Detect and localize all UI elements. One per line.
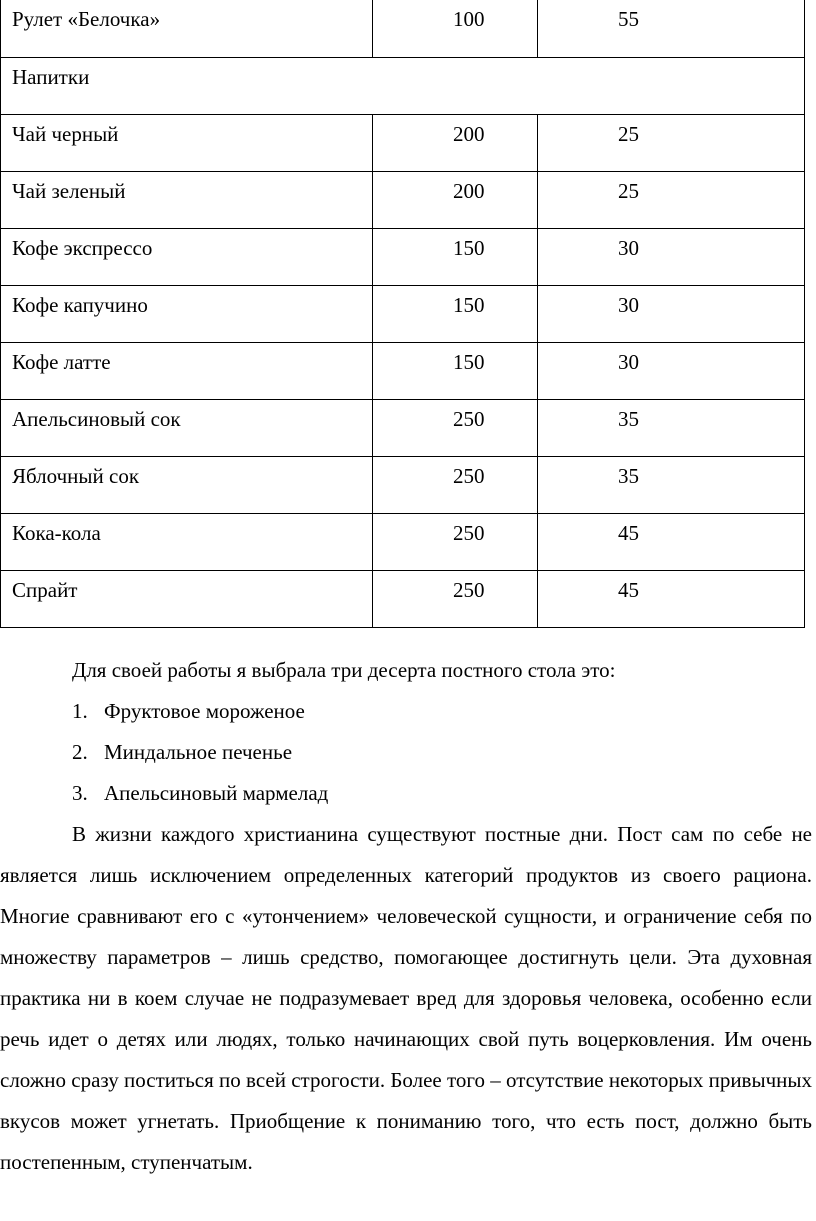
- item-price: 30: [538, 285, 805, 342]
- item-name: Яблочный сок: [1, 456, 373, 513]
- list-text: Фруктовое мороженое: [104, 699, 305, 723]
- list-text: Миндальное печенье: [104, 740, 293, 764]
- item-name: Рулет «Белочка»: [1, 0, 373, 57]
- item-name: Спрайт: [1, 570, 373, 627]
- table-row: [1, 570, 805, 627]
- item-name: Чай черный: [1, 114, 373, 171]
- item-weight: 150: [373, 228, 538, 285]
- item-weight: 200: [373, 171, 538, 228]
- item-weight: 250: [373, 570, 538, 627]
- item-name: Чай зеленый: [1, 171, 373, 228]
- table-row: [1, 513, 805, 570]
- table-row: [1, 456, 805, 513]
- dessert-list: [0, 691, 812, 814]
- paragraph: В жизни каждого христианина существуют постные дни. Пост сам по себе не является лишь исключением определенных категорий продуктов из своего рациона. Многие сравнивают его с «утончением» человеческой сущности, и ограничение себя по множеству параметров – лишь средство, помогающее достигнуть цели. Эта духовная практика ни в коем случае не подразумевает вред для здоровья человека, особенно если речь идет о детях или людях, только начинающих свой путь воцерковления. Им очень сложно сразу поститься по всей строгости. Более того – отсутствие некоторых привычных вкусов может угнетать. Приобщение к пониманию того, что есть пост, должно быть постепенным, ступенчатым.: [0, 822, 812, 1174]
- body-text: [0, 650, 812, 1183]
- item-name: Кофе экспрессо: [1, 228, 373, 285]
- item-price: 30: [538, 228, 805, 285]
- list-number: 3.: [72, 781, 88, 805]
- table-row: [1, 228, 805, 285]
- table-row: [1, 342, 805, 399]
- item-price: 25: [538, 114, 805, 171]
- list-number: 2.: [72, 740, 88, 764]
- list-text: Апельсиновый мармелад: [104, 781, 329, 805]
- item-price: 25: [538, 171, 805, 228]
- item-weight: 250: [373, 399, 538, 456]
- item-price: 35: [538, 399, 805, 456]
- list-number: 1.: [72, 699, 88, 723]
- item-price: 30: [538, 342, 805, 399]
- table-row: [1, 399, 805, 456]
- intro-line: Для своей работы я выбрала три десерта постного стола это:: [72, 658, 616, 682]
- item-weight: 150: [373, 285, 538, 342]
- item-weight: 250: [373, 513, 538, 570]
- item-price: 45: [538, 513, 805, 570]
- table-row: [1, 171, 805, 228]
- list-item: [0, 732, 812, 773]
- item-price: 55: [538, 0, 805, 57]
- table-row: [1, 285, 805, 342]
- item-weight: 100: [373, 0, 538, 57]
- section-title: Напитки: [1, 57, 805, 114]
- item-price: 35: [538, 456, 805, 513]
- item-name: Кофе латте: [1, 342, 373, 399]
- item-name: Кофе капучино: [1, 285, 373, 342]
- item-weight: 200: [373, 114, 538, 171]
- table-row: [1, 0, 805, 57]
- table-section-row: [1, 57, 805, 114]
- item-weight: 250: [373, 456, 538, 513]
- item-name: Апельсиновый сок: [1, 399, 373, 456]
- item-name: Кока-кола: [1, 513, 373, 570]
- list-item: [0, 773, 812, 814]
- item-price: 45: [538, 570, 805, 627]
- list-item: [0, 691, 812, 732]
- table-row: [1, 114, 805, 171]
- item-weight: 150: [373, 342, 538, 399]
